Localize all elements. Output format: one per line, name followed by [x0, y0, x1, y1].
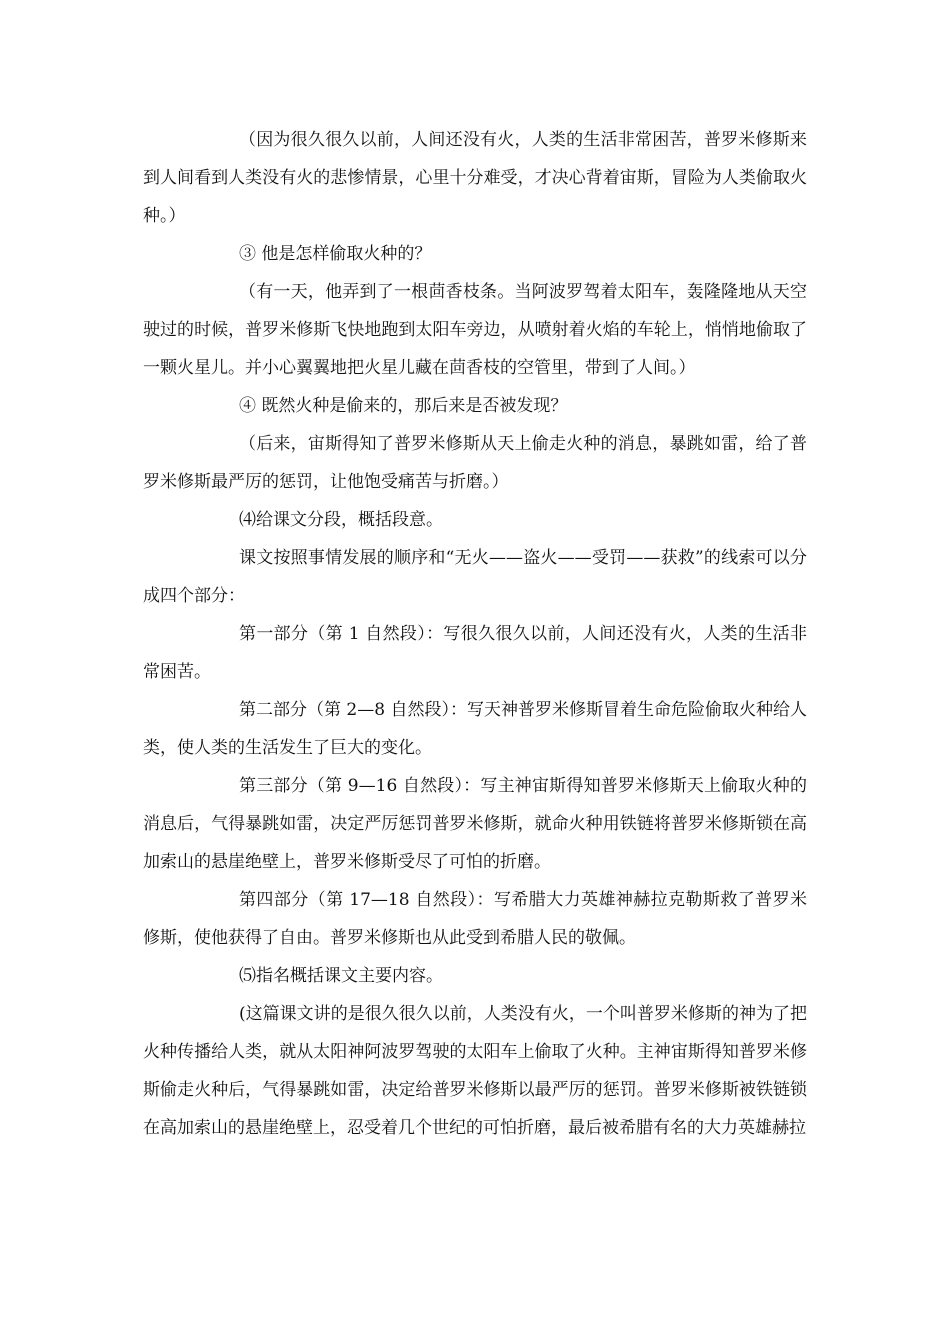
- part-1: 第一部分（第 1 自然段）：写很久很久以前，人间还没有火，人类的生活非常困苦。: [143, 624, 807, 682]
- step-4-heading: ⑷给课文分段，概括段意。: [239, 510, 443, 530]
- answer-paragraph-3: （后来，宙斯得知了普罗米修斯从天上偷走火种的消息，暴跳如雷，给了普罗米修斯最严厉的惩罚，让他饱受痛苦与折磨。）: [143, 434, 807, 492]
- part-3: 第三部分（第 9—16 自然段）：写主神宙斯得知普罗米修斯天上偷取火种的消息后，气得暴跳如雷，决定严厉惩罚普罗米修斯，就命火种用铁链将普罗米修斯锁在高加索山的悬崖绝壁上，普罗米修斯受尽了可怕的折磨。: [143, 776, 807, 872]
- answer-paragraph-2: （有一天，他弄到了一根茴香枝条。当阿波罗驾着太阳车，轰隆隆地从天空驶过的时候，普罗米修斯飞快地跑到太阳车旁边，从喷射着火焰的车轮上，悄悄地偷取了一颗火星儿。并小心翼翼地把火星儿藏在茴香枝的空管里，带到了人间。）: [143, 282, 807, 378]
- document-page: [143, 121, 807, 1147]
- step-5-heading: ⑸指名概括课文主要内容。: [239, 966, 443, 986]
- structure-intro: 课文按照事情发展的顺序和“无火——盗火——受罚——获救”的线索可以分成四个部分：: [143, 548, 807, 606]
- part-4: 第四部分（第 17—18 自然段）：写希腊大力英雄神赫拉克勒斯救了普罗米修斯，使他获得了自由。普罗米修斯也从此受到希腊人民的敬佩。: [143, 890, 807, 948]
- question-4: ④ 既然火种是偷来的，那后来是否被发现？: [239, 396, 568, 416]
- part-2: 第二部分（第 2—8 自然段）：写天神普罗米修斯冒着生命危险偷取火种给人类，使人类的生活发生了巨大的变化。: [143, 700, 807, 758]
- question-3: ③ 他是怎样偷取火种的？: [239, 244, 432, 264]
- answer-paragraph-1: （因为很久很久以前，人间还没有火，人类的生活非常困苦，普罗米修斯来到人间看到人类没有火的悲惨情景，心里十分难受，才决心背着宙斯，冒险为人类偷取火种。）: [143, 130, 807, 226]
- summary-paragraph: (这篇课文讲的是很久很久以前，人类没有火，一个叫普罗米修斯的神为了把火种传播给人类，就从太阳神阿波罗驾驶的太阳车上偷取了火种。主神宙斯得知普罗米修斯偷走火种后，气得暴跳如雷，决定给普罗米修斯以最严厉的惩罚。普罗米修斯被铁链锁在高加索山的悬崖绝壁上，忍受着几个世纪的可怕折磨，最后被希腊有名的大力英雄赫拉: [143, 1004, 807, 1138]
